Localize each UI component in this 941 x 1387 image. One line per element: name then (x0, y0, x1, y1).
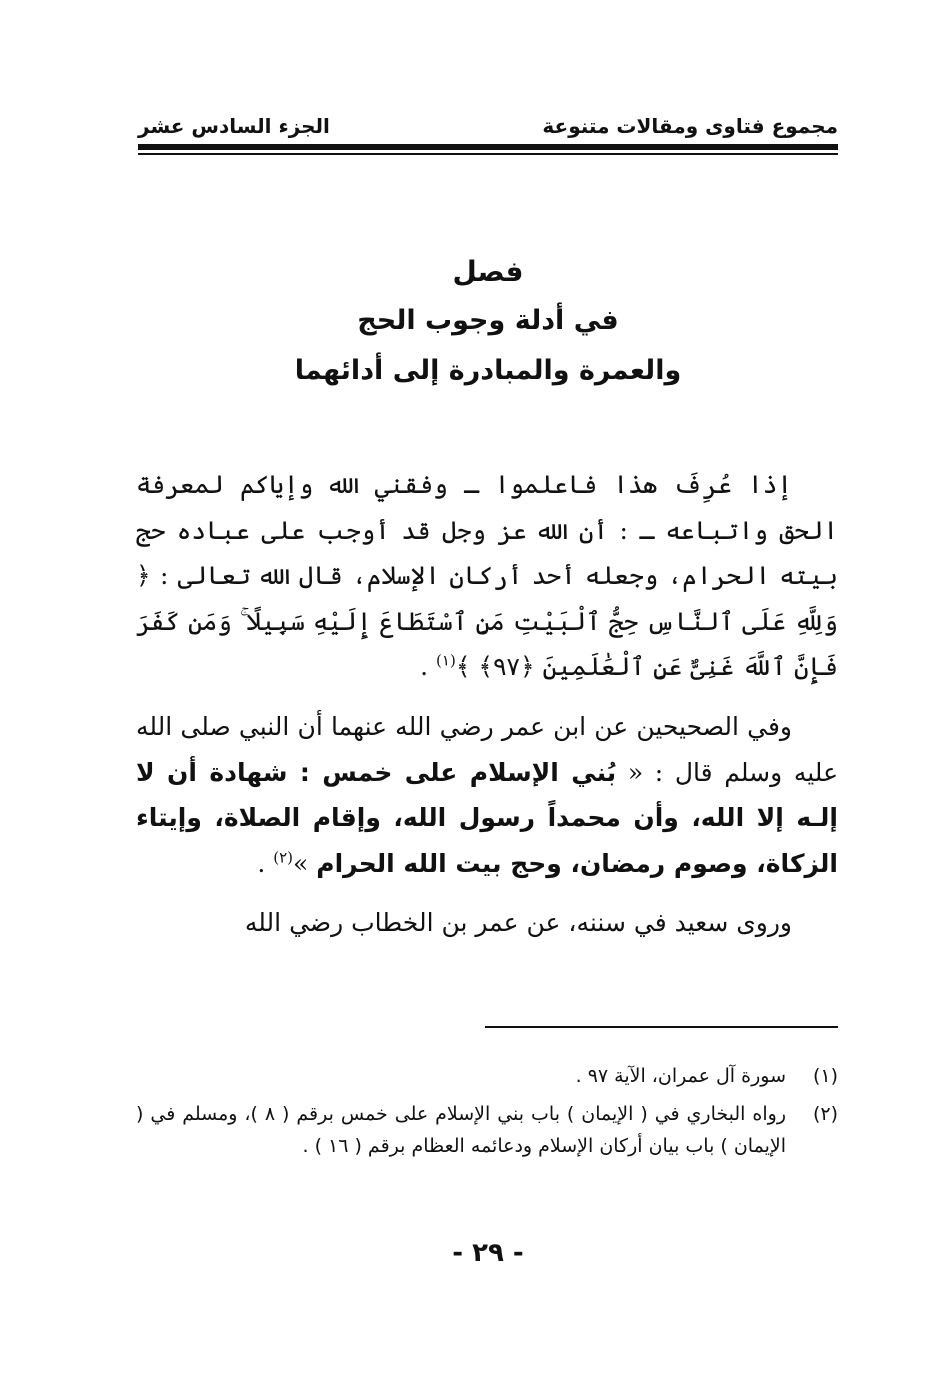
footnote-number: (٢) (812, 1103, 838, 1125)
section-title (138, 248, 838, 396)
paragraph-1-end: . (420, 652, 437, 682)
paragraph-2-intro: وفي الصحيحين عن ابن عمر رضي الله عنهما أن النبي صلى الله عليه وسلم قال : « (136, 711, 838, 787)
footnote-text: سورة آل عمران، الآية ٩٧ . (575, 1065, 786, 1087)
section-subtitle-line1: في أدلة وجوب الحج (357, 305, 619, 336)
book-title: مجموع فتاوى ومقالات متنوعة (542, 114, 838, 138)
section-heading: فصل (452, 255, 524, 288)
paragraph-2-close-quote: » (293, 848, 317, 878)
section-subtitle-line2: والعمرة والمبادرة إلى أدائهما (294, 355, 682, 386)
paragraph-2 (136, 704, 838, 886)
paragraph-2-end: . (257, 848, 274, 878)
footnote-ref-2[interactable]: (٢) (273, 848, 294, 867)
paragraph-3-text: وروى سعيد في سننه، عن عمر بن الخطاب رضي الله (244, 908, 792, 938)
running-header (138, 108, 838, 142)
page-number: - ٢٩ - (452, 1238, 524, 1268)
footnote-ref-1[interactable]: (١) (436, 652, 456, 671)
hadith-text: بُني الإسلام على خمس : شهادة أن لا إلـه إلا الله، وأن محمداً رسول الله، وإقام الصلاة، وإيتاء الزكاة، وصوم رمضان، وحج بيت الله الحرام (136, 757, 838, 878)
paragraph-1 (136, 462, 838, 690)
footnote-2 (136, 1098, 838, 1162)
footnote-text: رواه البخاري في ( الإيمان ) باب بني الإسلام على خمس برقم ( ٨ )، ومسلم في ( الإيمان ) باب بيان أركان الإسلام ودعائمه العظام برقم ( ١٦ ) . (136, 1103, 786, 1157)
header-rule-thin (138, 153, 838, 155)
footnote-1 (136, 1060, 838, 1092)
header-rule-thick (138, 144, 838, 150)
footnotes (136, 1060, 838, 1168)
footnote-separator (485, 1026, 838, 1028)
body-text (136, 462, 838, 960)
paragraph-1-text: إذا عُرِفَ هذا فاعلموا ـ وفقني الله وإياكم لمعرفة الحق واتباعه ـ : أن الله عز وجل قد أوجب على عباده حج بيته الحرام، وجعله أحد أركان الإسلام، قال الله تعالى : ﴿ وَلِلَّهِ عَلَى ٱلنَّاسِ حِجُّ ٱلْبَيْتِ مَنِ ٱسْتَطَاعَ إِلَيْهِ سَبِيلًا ۚ وَمَن كَفَرَ فَإِنَّ ٱللَّهَ غَنِىٌّ عَنِ ٱلْعَٰلَمِينَ ﴿٩٧﴾ ﴾ (136, 470, 838, 682)
volume-label: الجزء السادس عشر (138, 114, 330, 138)
footnote-number: (١) (812, 1065, 838, 1087)
paragraph-3 (136, 900, 838, 946)
